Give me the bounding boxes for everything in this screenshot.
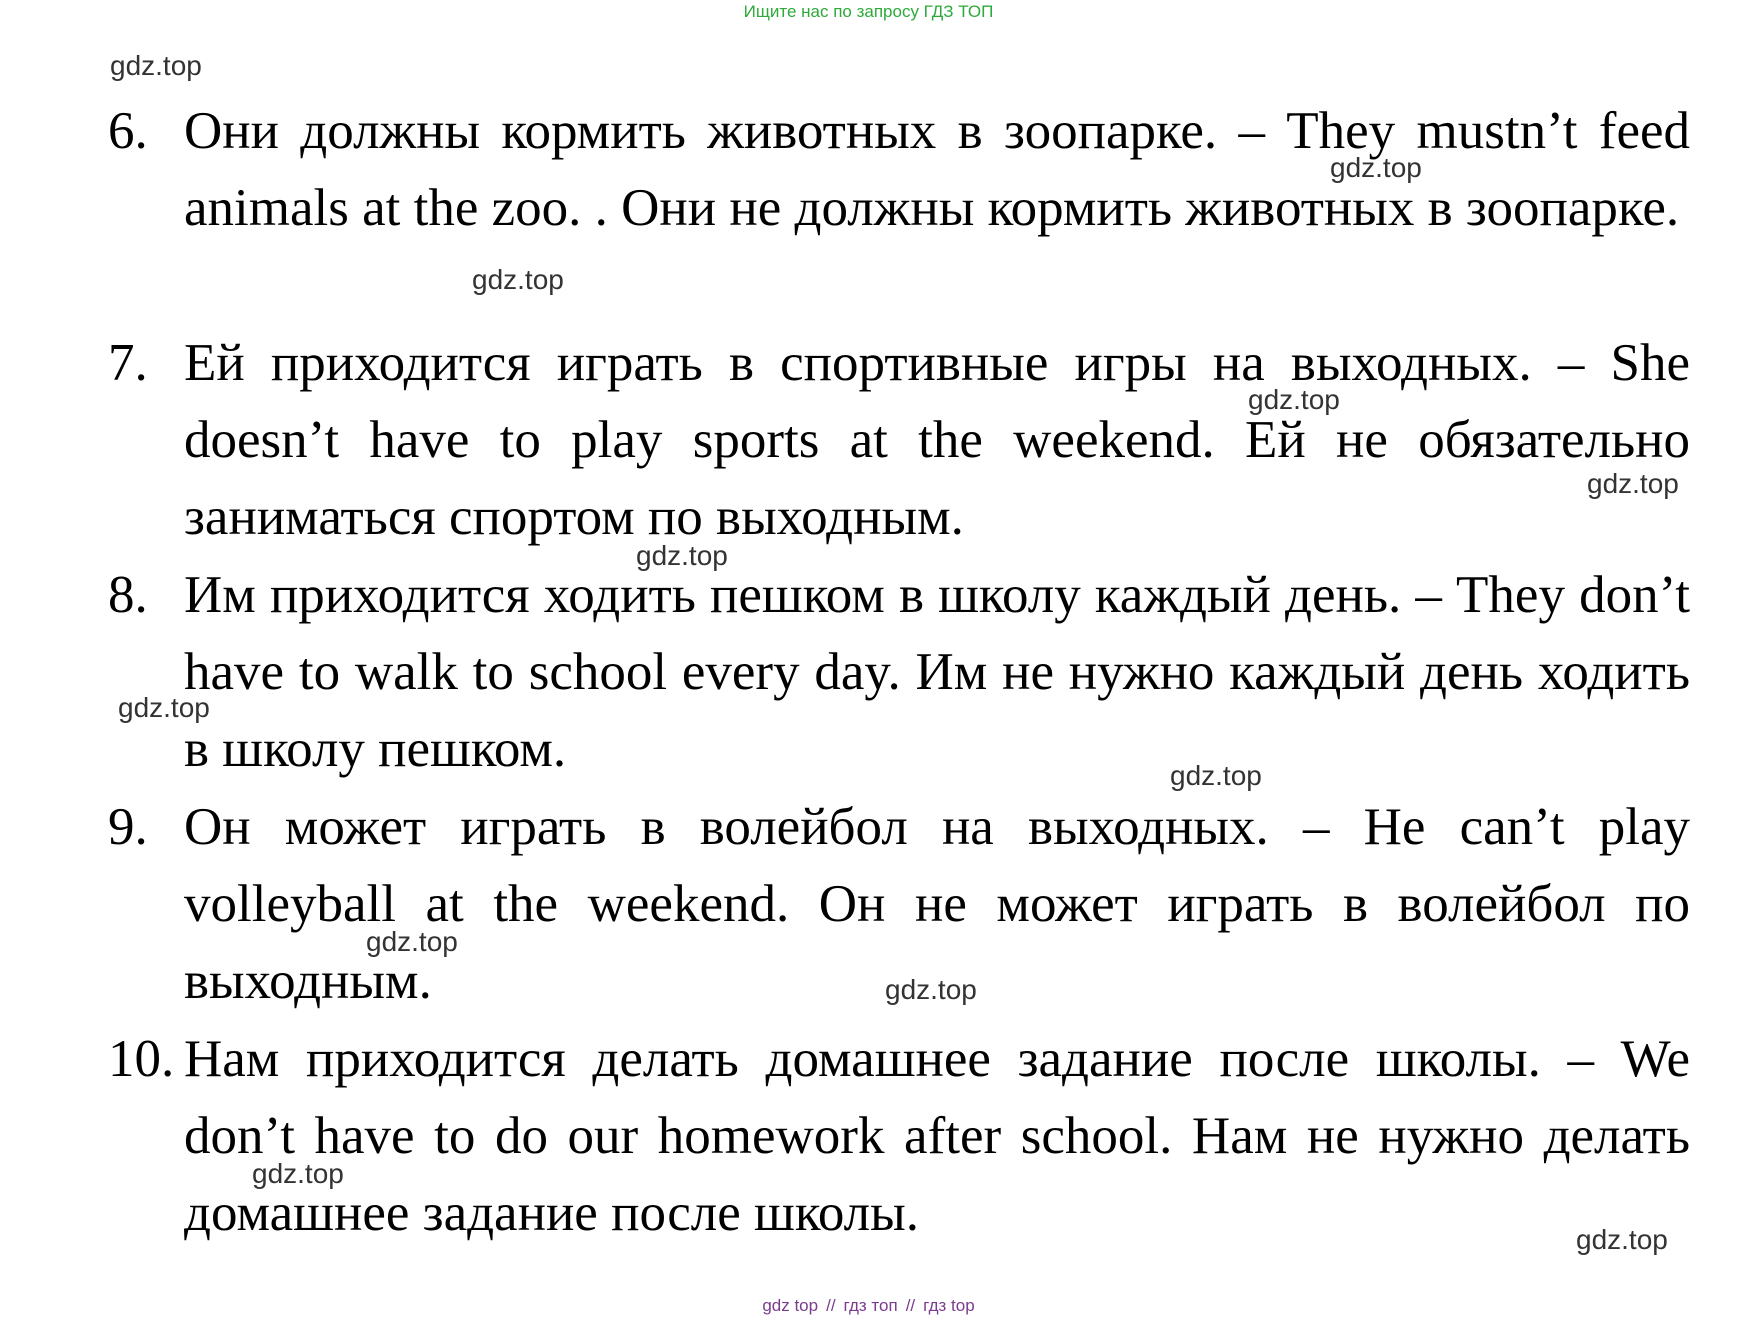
footer-separator: // [905,1296,916,1315]
watermark: gdz.top [1170,760,1262,791]
item-number: 7. [108,334,148,392]
item-text: Они должны кормить животных в зоопарке. – They mustn’t feed animals at the zoo. . Они не должны кормить животных в зоопарке. [184,102,1690,237]
item-text: Он может играть в волейбол на выходных. – He can’t play volleyball at the weekend. Он не может играть в волейбол по выходным. [184,798,1690,1010]
watermark: gdz.top [118,692,210,723]
watermark: gdz.top [472,264,564,295]
search-banner[interactable]: Ищите нас по запросу ГДЗ ТОП [743,2,994,21]
item-number: 10. [108,1030,175,1088]
watermark: gdz.top [110,50,202,81]
watermark: gdz.top [1330,152,1422,183]
item-text: Нам приходится делать домашнее задание после школы. – We don’t have to do our homework after school. Нам не нужно делать домашнее задание после школы. [184,1030,1690,1242]
footer-link[interactable]: гдз top [923,1296,975,1315]
watermark: gdz.top [1587,468,1679,499]
footer-link[interactable]: гдз топ [843,1296,898,1315]
watermark: gdz.top [1576,1224,1668,1255]
item-number: 9. [108,798,148,856]
watermark: gdz.top [366,926,458,957]
footer-link[interactable]: gdz top [762,1296,819,1315]
watermark: gdz.top [1248,384,1340,415]
footer-links [0,1296,1737,1316]
watermark: gdz.top [252,1158,344,1189]
item-number: 8. [108,566,148,624]
footer-separator: // [826,1296,836,1315]
item-text: Ей приходится играть в спортивные игры на выходных. – She doesn’t have to play sports at the weekend. Ей не обязательно заниматься спортом по выходным. [184,334,1690,546]
item-number: 6. [108,102,148,160]
watermark: gdz.top [885,974,977,1005]
watermark: gdz.top [636,540,728,571]
item-text: Им приходится ходить пешком в школу каждый день. – They don’t have to walk to school every day. Им не нужно каждый день ходить в школу пешком. [184,566,1690,778]
